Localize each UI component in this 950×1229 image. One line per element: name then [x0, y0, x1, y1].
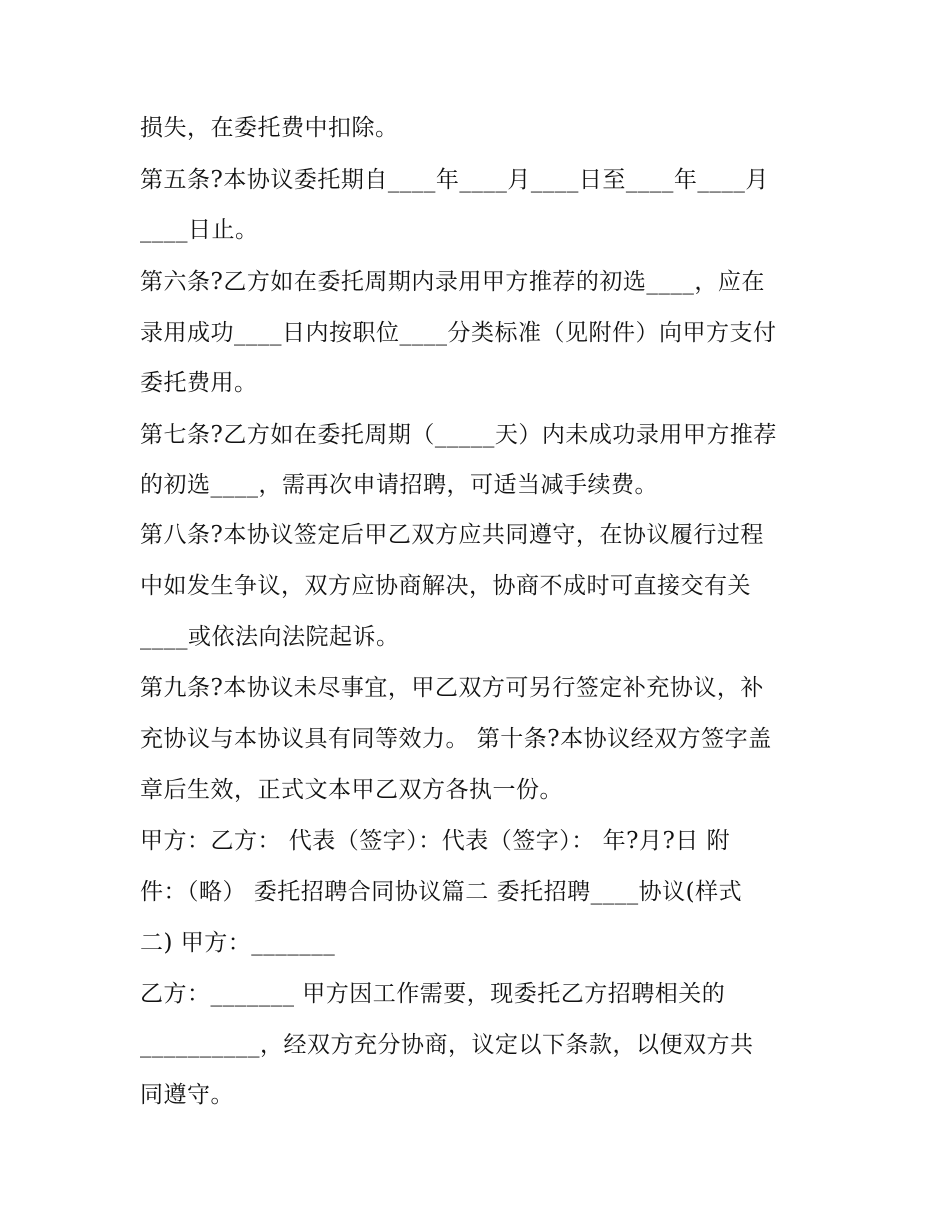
text-line: 的初选____，需再次申请招聘，可适当减手续费。 [140, 472, 658, 498]
text-line: 中如发生争议，双方应协商解决，协商不成时可直接交有关 [140, 573, 751, 599]
text-line: 二) 甲方：_______ [140, 930, 336, 956]
text-line: 乙方：_______ 甲方因工作需要，现委托乙方招聘相关的 [140, 981, 726, 1007]
text-line: 第五条?本协议委托期自____年____月____日至____年____月 [140, 167, 769, 193]
text-line: ____日止。 [140, 217, 259, 243]
text-line: 第六条?乙方如在委托周期内录用甲方推荐的初选____，应在 [140, 269, 765, 295]
text-line: 同遵守。 [140, 1082, 234, 1108]
text-line: 损失，在委托费中扣除。 [140, 115, 399, 141]
text-line: ____或依法向法院起诉。 [140, 624, 400, 650]
text-line: 录用成功____日内按职位____分类标准（见附件）向甲方支付 [140, 320, 777, 346]
text-line: 甲方：乙方： 代表（签字）：代表（签字）： 年?月?日 附 [140, 828, 731, 854]
text-line: 委托费用。 [140, 370, 258, 396]
text-line: __________，经双方充分协商，议定以下条款，以便双方共 [140, 1032, 754, 1058]
text-line: 第八条?本协议签定后甲乙双方应共同遵守，在协议履行过程 [140, 522, 764, 548]
text-line: 第七条?乙方如在委托周期（_____天）内未成功录用甲方推荐 [140, 422, 777, 448]
text-line: 章后生效，正式文本甲乙双方各执一份。 [140, 777, 563, 803]
text-line: 件：（略） 委托招聘合同协议篇二 委托招聘____协议(样式 [140, 879, 743, 905]
text-line: 充协议与本协议具有同等效力。 第十条?本协议经双方签字盖 [140, 726, 772, 752]
text-line: 第九条?本协议未尽事宜，甲乙双方可另行签定补充协议，补 [140, 675, 764, 701]
